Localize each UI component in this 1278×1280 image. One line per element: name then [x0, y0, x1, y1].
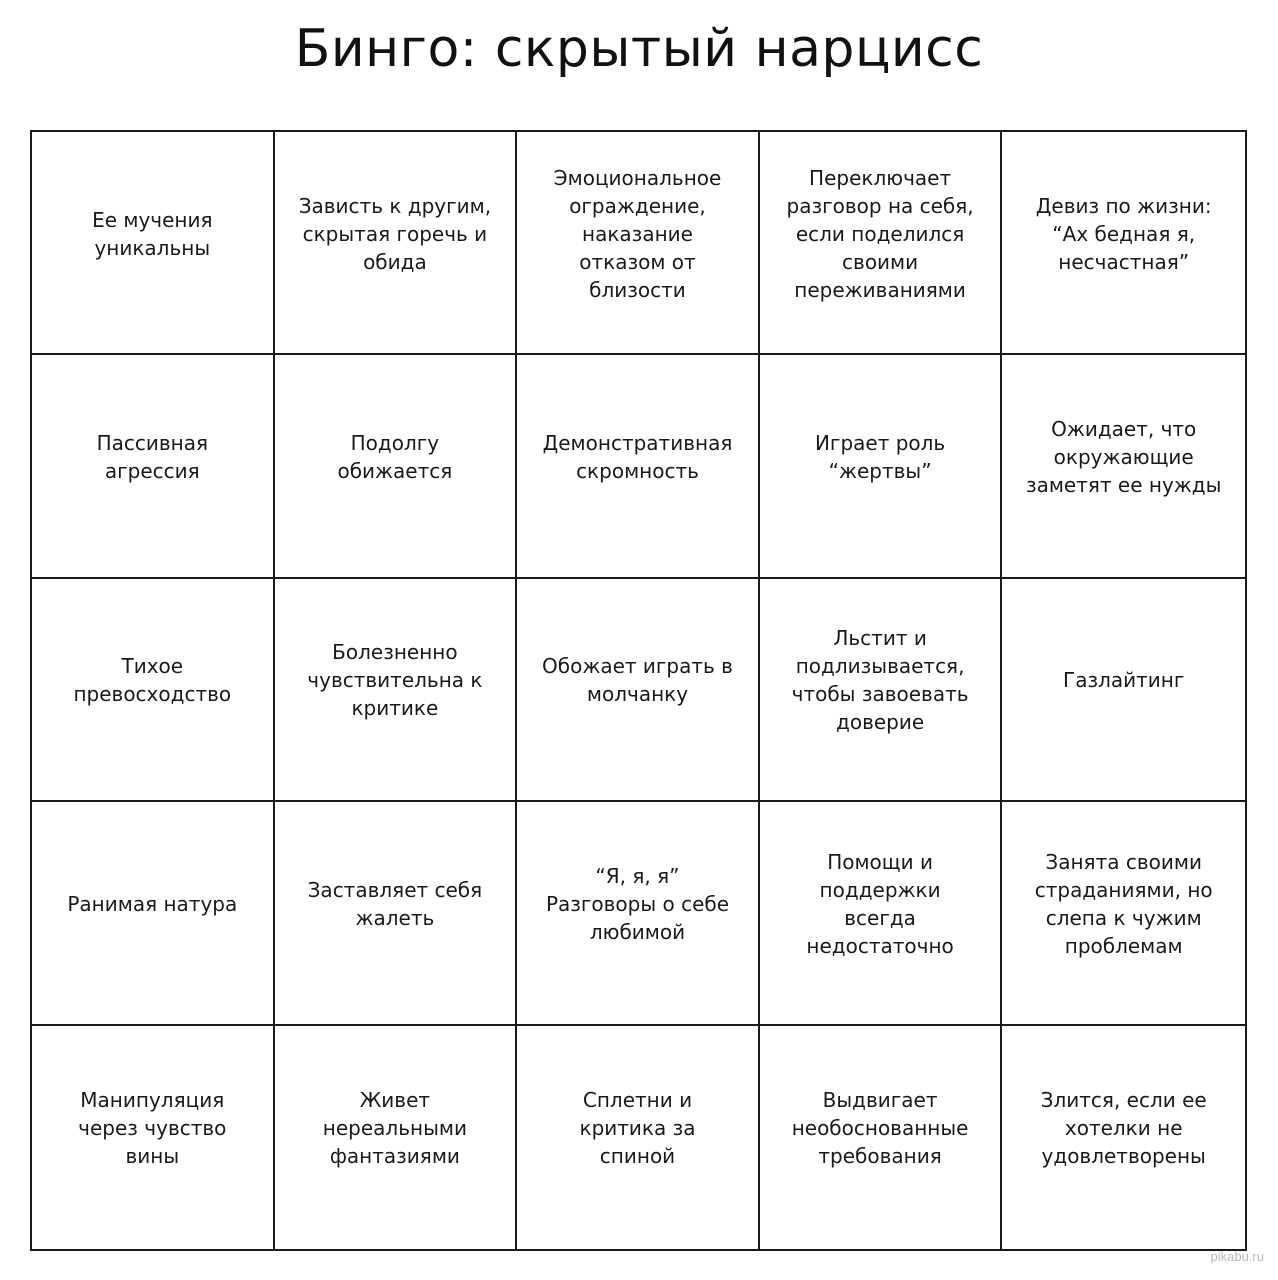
bingo-cell: Ожидает, что окружающие заметят ее нужды [1002, 355, 1245, 578]
bingo-cell: Девиз по жизни: “Ах бедная я, несчастная” [1002, 132, 1245, 355]
bingo-cell: Переключает разговор на себя, если поделился своими переживаниями [760, 132, 1003, 355]
bingo-cell: Зависть к другим, скрытая горечь и обида [275, 132, 518, 355]
bingo-cell: Обожает играть в молчанку [517, 579, 760, 802]
bingo-cell: Ее мучения уникальны [32, 132, 275, 355]
bingo-cell: Пассивная агрессия [32, 355, 275, 578]
bingo-cell: Живет нереальными фантазиями [275, 1026, 518, 1249]
bingo-cell: “Я, я, я” Разговоры о себе любимой [517, 802, 760, 1025]
bingo-cell: Манипуляция через чувство вины [32, 1026, 275, 1249]
bingo-cell: Играет роль “жертвы” [760, 355, 1003, 578]
bingo-cell: Льстит и подлизывается, чтобы завоевать доверие [760, 579, 1003, 802]
page-title: Бинго: скрытый нарцисс [294, 19, 984, 79]
bingo-cell: Болезненно чувствительна к критике [275, 579, 518, 802]
bingo-cell: Заставляет себя жалеть [275, 802, 518, 1025]
bingo-cell: Злится, если ее хотелки не удовлетворены [1040, 1088, 1207, 1169]
bingo-cell: Сплетни и критика за спиной [517, 1026, 760, 1249]
bingo-cell: Ранимая натура [32, 802, 275, 1025]
bingo-cell: Занята своими страданиями, но слепа к чужим проблемам [1002, 802, 1245, 1025]
bingo-cell: Эмоциональное ограждение, наказание отказом от близости [517, 132, 760, 355]
watermark: pikabu.ru [1210, 1249, 1264, 1264]
bingo-grid [30, 130, 1247, 1251]
bingo-cell: Помощи и поддержки всегда недостаточно [760, 802, 1003, 1025]
bingo-cell: Подолгу обижается [275, 355, 518, 578]
bingo-cell: Выдвигает необоснованные требования [760, 1026, 1003, 1249]
bingo-cell: Тихое превосходство [32, 579, 275, 802]
bingo-cell: Газлайтинг [1002, 579, 1245, 802]
bingo-cell: Демонстративная скромность [517, 355, 760, 578]
